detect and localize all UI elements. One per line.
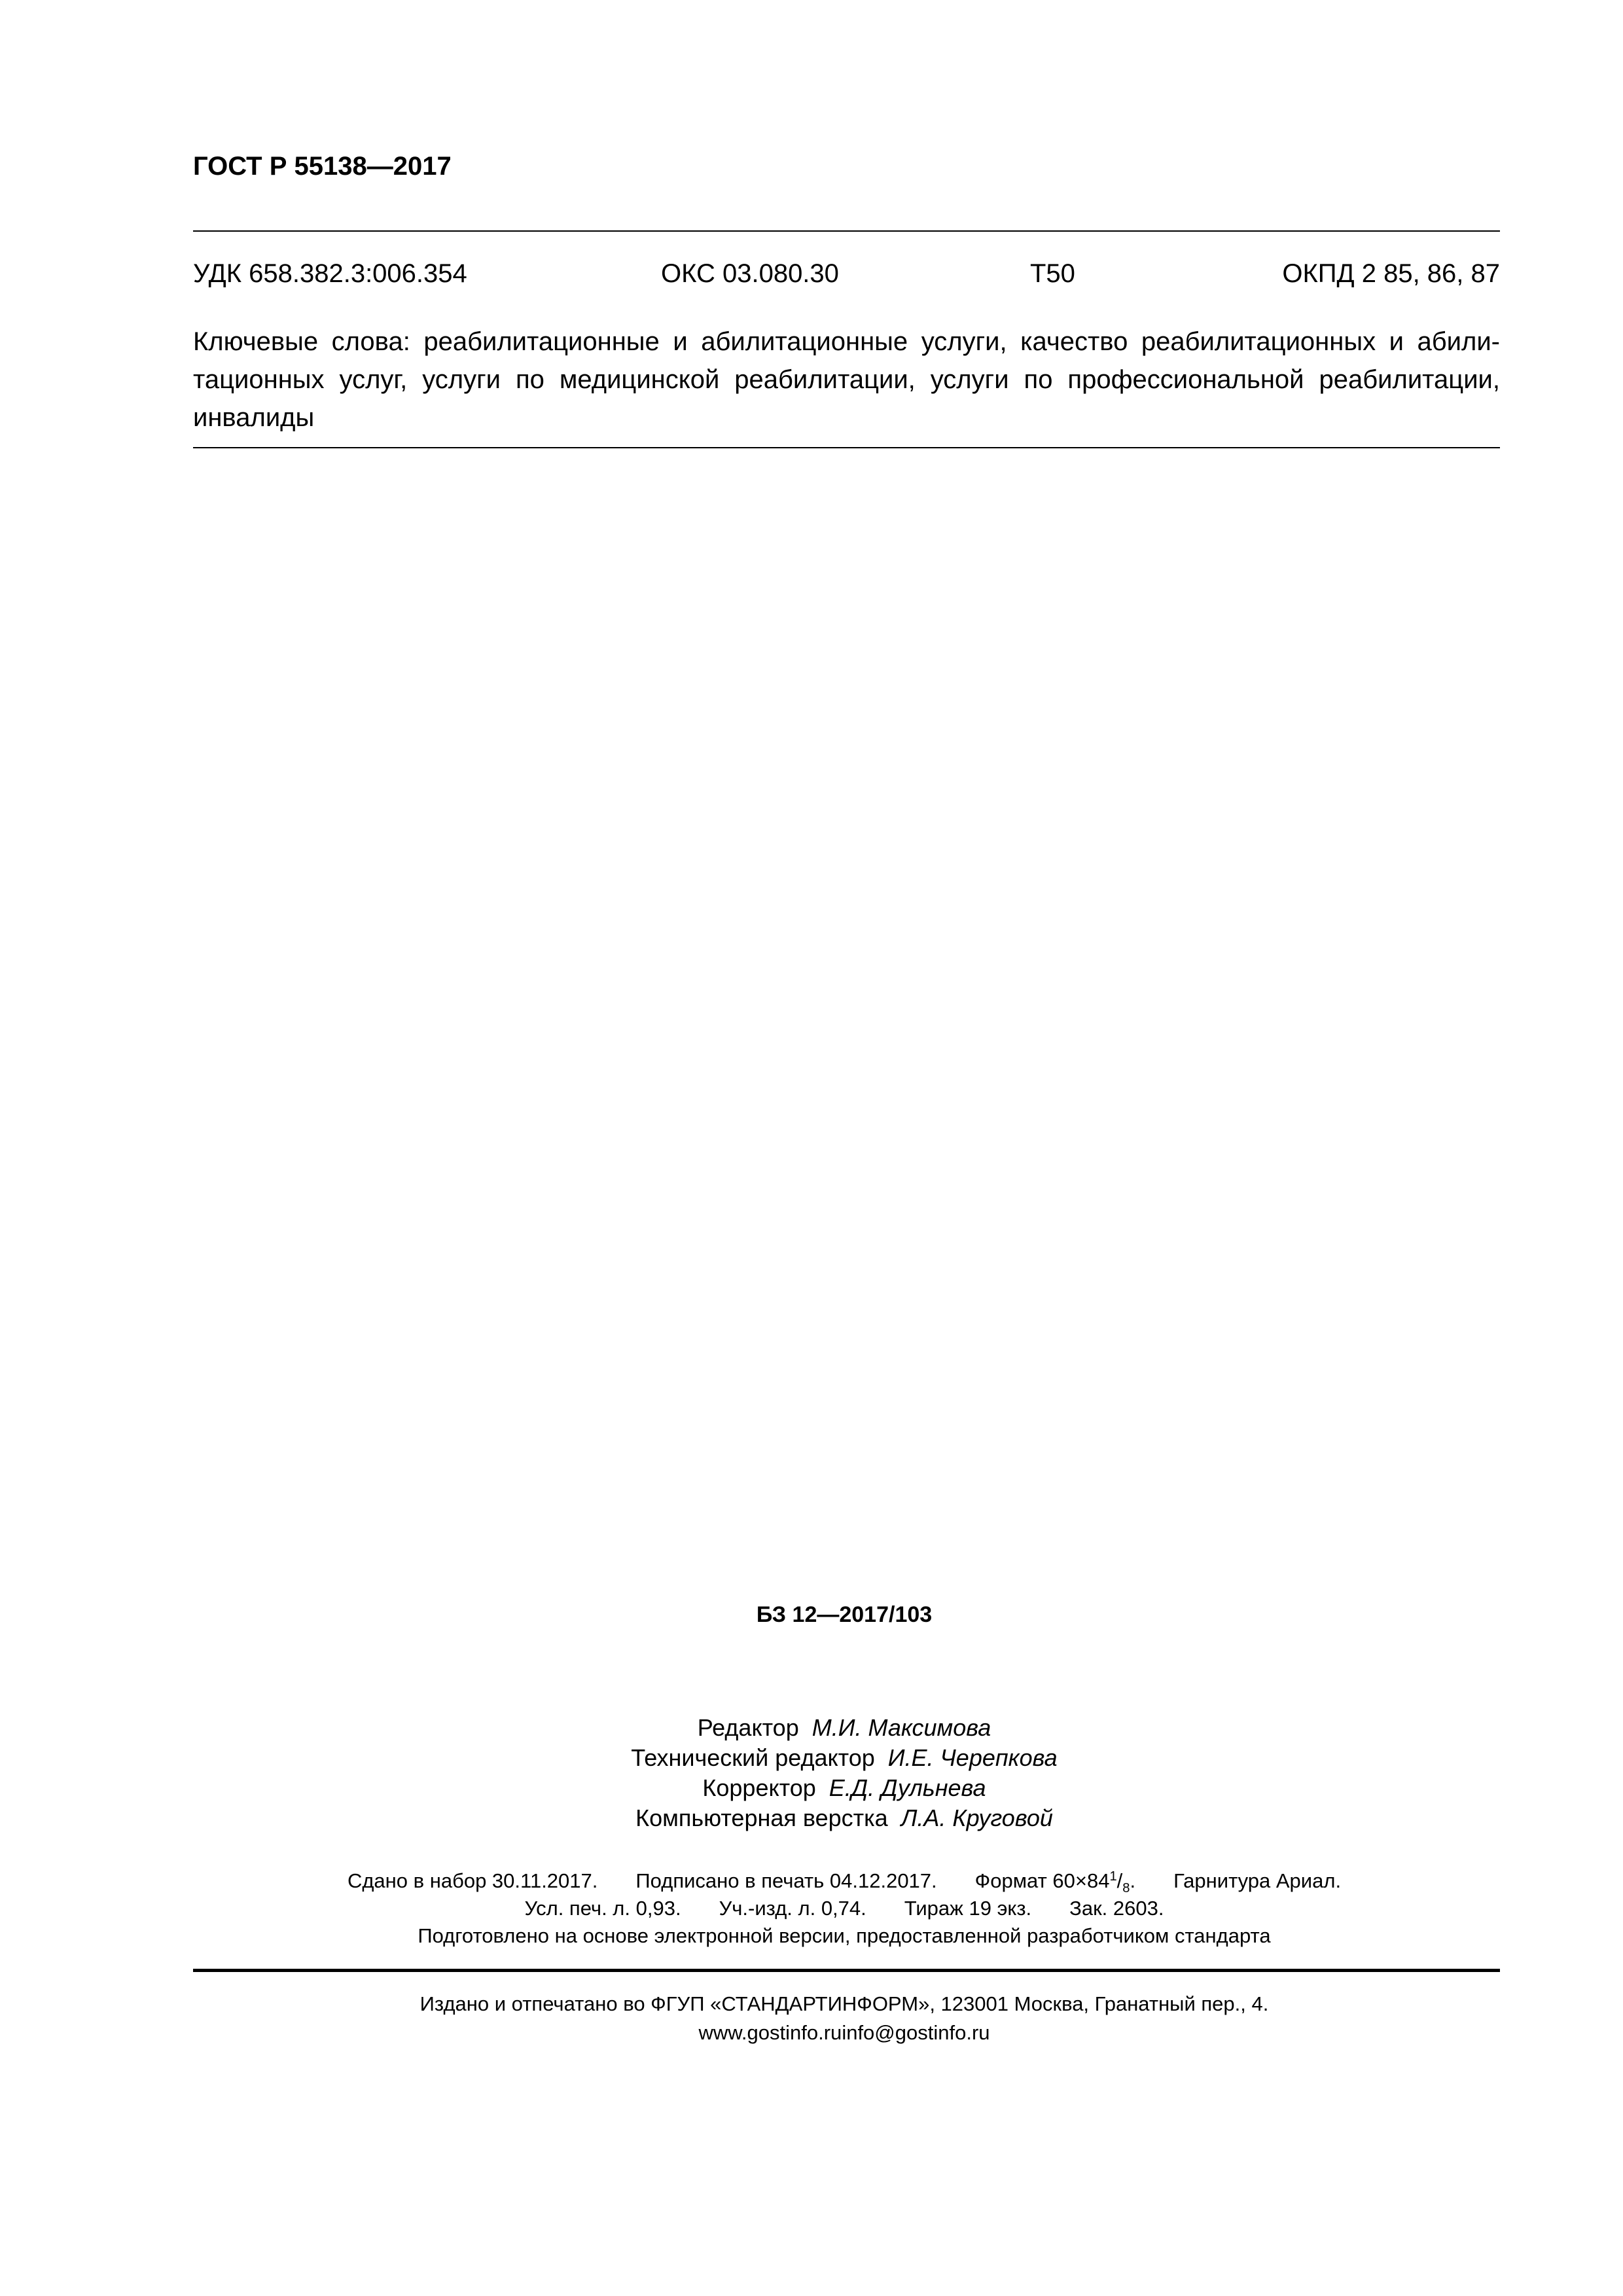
keywords-line-2: тационных услуг, услуги по медицинской реабилитации, услуги по профессиональной реабилитации, bbox=[193, 365, 1500, 394]
staff-name: Е.Д. Дульнева bbox=[829, 1774, 986, 1801]
print-info bbox=[0, 1867, 1623, 1950]
print-format: Формат $60\times 84^1/_8$. bbox=[974, 1869, 1136, 1896]
top-divider bbox=[193, 230, 1500, 232]
print-info-line-2 bbox=[0, 1895, 1623, 1922]
staff-role: Редактор bbox=[697, 1714, 799, 1741]
staff-editor bbox=[0, 1713, 1623, 1743]
publisher-email-link[interactable]: info@gostinfo.ru bbox=[842, 2021, 990, 2044]
staff-tech-editor bbox=[0, 1743, 1623, 1773]
staff-name: М.И. Максимова bbox=[812, 1714, 991, 1741]
prepared-note: Подготовлено на основе электронной версии, предоставленной разработчиком стандарта bbox=[418, 1924, 1271, 1947]
staff-role: Компьютерная верстка bbox=[635, 1804, 888, 1831]
publisher-address: Издано и отпечатано во ФГУП «СТАНДАРТИНФОРМ», 123001 Москва, Гранатный пер., 4. bbox=[419, 1992, 1269, 2015]
order-number: Зак. 2603. bbox=[1069, 1897, 1164, 1920]
publisher-contacts bbox=[0, 2018, 1623, 2047]
staff-corrector bbox=[0, 1773, 1623, 1803]
keywords-block bbox=[193, 323, 1500, 437]
circulation: Тираж 19 экз. bbox=[904, 1897, 1032, 1920]
standard-id-header: ГОСТ Р 55138—2017 bbox=[193, 152, 452, 181]
staff-layout bbox=[0, 1803, 1623, 1833]
oks-code: ОКС 03.080.30 bbox=[661, 259, 839, 288]
keywords-line-3: инвалиды bbox=[193, 403, 315, 432]
publisher-divider bbox=[193, 1969, 1500, 1972]
submitted-date: Сдано в набор 30.11.2017. bbox=[347, 1869, 598, 1892]
edition-sheets: Уч.-изд. л. 0,74. bbox=[719, 1897, 866, 1920]
publisher-info bbox=[0, 1990, 1623, 2047]
staff-role: Корректор bbox=[702, 1774, 816, 1801]
staff-role: Технический редактор bbox=[631, 1744, 875, 1771]
keywords-divider bbox=[193, 447, 1500, 448]
udk-code: УДК 658.382.3:006.354 bbox=[193, 259, 467, 288]
classification-codes-row bbox=[193, 259, 1500, 292]
staff-name: И.Е. Черепкова bbox=[887, 1744, 1058, 1771]
typeface: Гарнитура Ариал. bbox=[1173, 1869, 1342, 1892]
keywords-line-1: Ключевые слова: реабилитационные и абилитационные услуги, качество реабилитационных и абили- bbox=[193, 327, 1500, 356]
publisher-website-link[interactable]: www.gostinfo.ru bbox=[698, 2021, 842, 2044]
print-info-line-1 bbox=[0, 1867, 1623, 1895]
print-sheets: Усл. печ. л. 0,93. bbox=[524, 1897, 681, 1920]
staff-credits bbox=[0, 1713, 1623, 1833]
signed-date: Подписано в печать 04.12.2017. bbox=[635, 1869, 937, 1892]
staff-name: Л.А. Круговой bbox=[901, 1804, 1053, 1831]
bz-number: БЗ 12—2017/103 bbox=[756, 1602, 933, 1627]
okpd-code: ОКПД 2 85, 86, 87 bbox=[1282, 259, 1500, 288]
t-code: Т50 bbox=[1030, 259, 1075, 288]
